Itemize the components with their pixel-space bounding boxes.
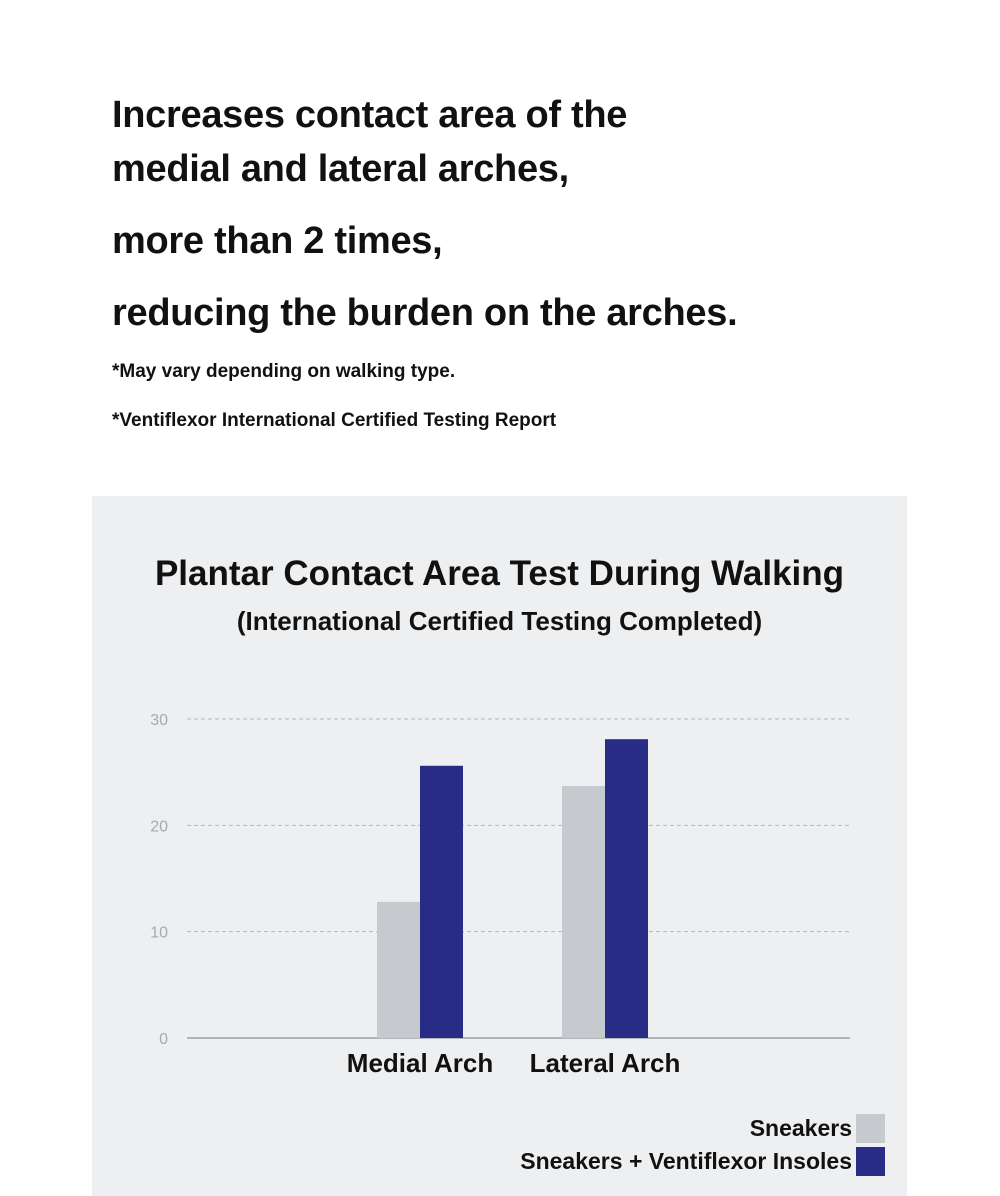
headline-line-4: reducing the burden on the arches. — [112, 292, 738, 334]
chart-subtitle: (International Certified Testing Completed) — [236, 606, 763, 636]
chart-title: Plantar Contact Area Test During Walking — [154, 554, 845, 593]
bar-insoles-lateral-arch — [605, 739, 648, 1038]
y-tick-label-30: 30 — [150, 712, 168, 729]
headline-line-2: medial and lateral arches, — [112, 148, 569, 190]
y-tick-label-0: 0 — [159, 1031, 168, 1048]
bar-chart — [92, 496, 907, 1096]
footnote-walking-type: *May vary depending on walking type. — [112, 361, 456, 382]
legend-label-sneakers: Sneakers — [749, 1115, 852, 1141]
y-tick-label-20: 20 — [150, 818, 168, 836]
legend-label-insoles: Sneakers + Ventiflexor Insoles — [520, 1148, 852, 1174]
legend-swatch-insoles — [856, 1147, 885, 1176]
legend-item-insoles — [520, 1147, 885, 1176]
bar-sneakers-medial-arch — [377, 902, 420, 1038]
x-tick-label-lateral-arch: Lateral Arch — [529, 1048, 681, 1078]
legend-swatch-sneakers — [856, 1114, 885, 1143]
x-tick-label-medial-arch: Medial Arch — [346, 1048, 494, 1078]
chart-panel — [92, 496, 907, 1196]
y-tick-label-10: 10 — [150, 924, 168, 942]
headline-line-1: Increases contact area of the — [112, 94, 628, 136]
bar-insoles-medial-arch — [420, 766, 463, 1038]
headline — [112, 88, 737, 340]
headline-line-3: more than 2 times, — [112, 220, 443, 262]
footnote-testing-report: *Ventiflexor International Certified Testing Report — [112, 410, 557, 431]
legend-item-sneakers — [750, 1114, 885, 1143]
bar-sneakers-lateral-arch — [562, 786, 605, 1038]
